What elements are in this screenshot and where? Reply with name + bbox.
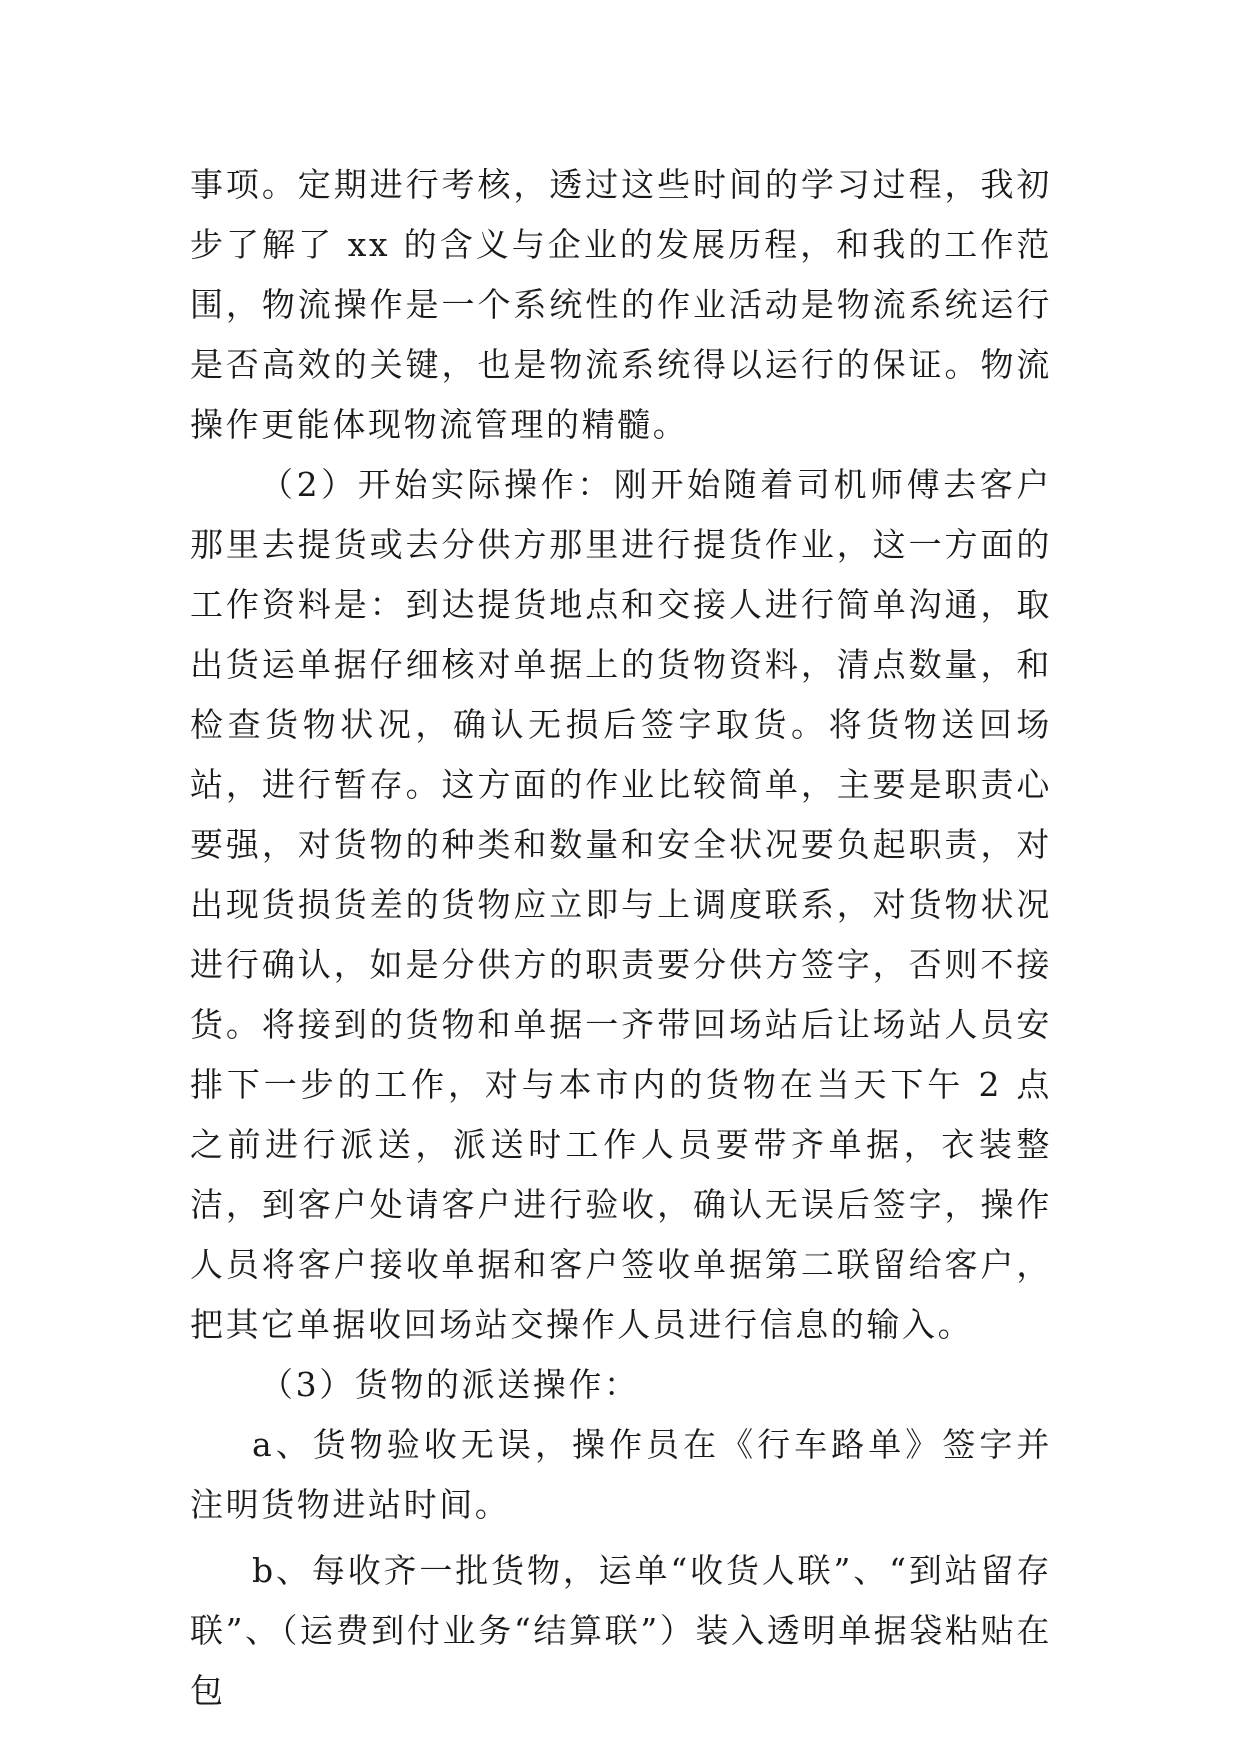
paragraph-actual-operation: （2）开始实际操作：刚开始随着司机师傅去客户那里去提货或去分供方那里进行提货作业，这一方面的工作资料是：到达提货地点和交接人进行简单沟通，取出货运单据仔细核对单据上的货物资料，清点数量，和检查货物状况，确认无损后签字取货。将货物送回场站，进行暂存。这方面的作业比较简单，主要是职责心要强，对货物的种类和数量和安全状况要负起职责，对出现货损货差的货物应立即与上调度联系，对货物状况进行确认，如是分供方的职责要分供方签字，否则不接货。将接到的货物和单据一齐带回场站后让场站人员安排下一步的工作，对与本市内的货物在当天下午 2 点之前进行派送，派送时工作人员要带齐单据，衣装整洁，到客户处请客户进行验收，确认无误后签字，操作人员将客户接收单据和客户签收单据第二联留给客户，把其它单据收回场站交操作人员进行信息的输入。 <box>190 465 1052 1344</box>
paragraph-item-b: b、每收齐一批货物，运单“收货人联”、“到站留存联”、（运费到付业务“结算联”）装入透明单据袋粘贴在包 <box>190 1551 1052 1710</box>
document-body <box>190 155 1052 1721</box>
paragraph-item-a: a、货物验收无误，操作员在《行车路单》签字并注明货物进站时间。 <box>190 1425 1052 1524</box>
paragraph-intro-continuation: 事项。定期进行考核，透过这些时间的学习过程，我初步了解了 xx 的含义与企业的发展历程，和我的工作范围，物流操作是一个系统性的作业活动是物流系统运行是否高效的关键，也是物流系统得以运行的保证。物流操作更能体现物流管理的精髓。 <box>190 165 1052 444</box>
paragraph-delivery-heading: （3）货物的派送操作： <box>260 1365 640 1404</box>
